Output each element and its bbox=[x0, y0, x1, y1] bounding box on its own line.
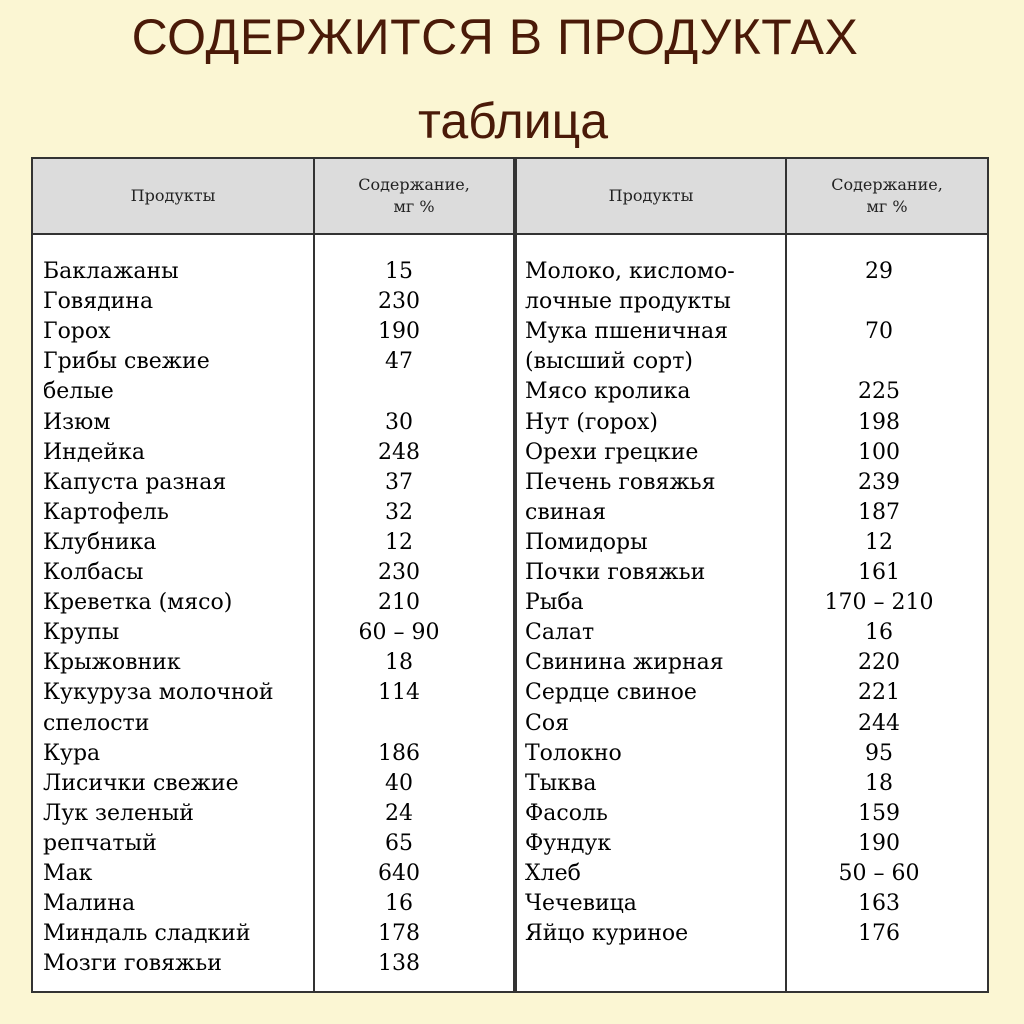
right-product-value: 29 bbox=[865, 259, 893, 284]
left-product-name: Миндаль сладкий bbox=[43, 921, 251, 947]
page-subtitle: таблица bbox=[418, 93, 609, 149]
right-product-value: 50 – 60 bbox=[838, 861, 920, 886]
right-product-value: 12 bbox=[865, 529, 893, 555]
header-content-left bbox=[315, 159, 513, 235]
right-product-name: Мясо кролика bbox=[525, 379, 691, 405]
right-product-name: Яйцо куриное bbox=[525, 921, 689, 947]
right-product-value: 161 bbox=[858, 560, 900, 585]
left-product-value: 16 bbox=[385, 891, 413, 917]
left-product-value: 178 bbox=[378, 921, 420, 947]
left-product-name: Индейка bbox=[43, 439, 145, 465]
header-products-left-label: Продукты bbox=[130, 186, 216, 205]
header-content-left-line2: мг % bbox=[393, 197, 435, 216]
page-title: СОДЕРЖИТСЯ В ПРОДУКТАХ bbox=[131, 9, 859, 65]
left-product-name: Кукуруза молочной bbox=[43, 680, 274, 706]
right-product-name: лочные продукты bbox=[525, 289, 731, 315]
left-product-name: Мозги говяжьи bbox=[43, 951, 222, 977]
right-product-name: Рыба bbox=[525, 590, 584, 616]
left-product-name: Говядина bbox=[43, 289, 154, 315]
header-products-right-label: Продукты bbox=[608, 186, 694, 205]
left-product-name: Колбасы bbox=[43, 560, 144, 585]
nutrient-table bbox=[31, 157, 989, 993]
right-product-value: 18 bbox=[865, 770, 893, 796]
header-content-right bbox=[787, 159, 987, 235]
left-product-value: 12 bbox=[385, 529, 413, 555]
left-product-value bbox=[329, 709, 469, 739]
left-product-value: 640 bbox=[378, 861, 420, 886]
left-product-value: 15 bbox=[385, 259, 413, 284]
left-product-value: 186 bbox=[378, 740, 420, 766]
right-product-name: Фасоль bbox=[525, 800, 608, 826]
header-content-right-line2: мг % bbox=[866, 197, 908, 216]
right-product-value: 225 bbox=[858, 379, 900, 405]
left-product-name: спелости bbox=[43, 710, 150, 736]
right-product-name: Толокно bbox=[525, 740, 622, 766]
right-product-name: Помидоры bbox=[525, 529, 648, 555]
left-product-value: 47 bbox=[385, 349, 413, 375]
right-product-name: Почки говяжьи bbox=[525, 560, 706, 585]
right-product-value: 239 bbox=[858, 469, 900, 495]
left-product-value: 32 bbox=[385, 499, 413, 525]
left-product-name: белые bbox=[43, 379, 114, 405]
right-product-name: Хлеб bbox=[525, 861, 581, 886]
left-product-value: 248 bbox=[378, 439, 420, 465]
header-products-right bbox=[517, 159, 785, 235]
left-product-name: Изюм bbox=[43, 409, 111, 435]
left-product-value bbox=[329, 377, 469, 407]
left-product-name: Креветка (мясо) bbox=[43, 590, 233, 616]
right-product-name: Фундук bbox=[525, 830, 612, 856]
right-product-value: 70 bbox=[865, 319, 893, 345]
left-product-value: 30 bbox=[385, 409, 413, 435]
left-product-name: Клубника bbox=[43, 529, 157, 555]
left-product-name: Картофель bbox=[43, 499, 169, 525]
right-product-value: 95 bbox=[865, 740, 893, 766]
left-product-value: 60 – 90 bbox=[358, 620, 440, 646]
right-product-value: 16 bbox=[865, 620, 893, 646]
right-product-value: 198 bbox=[858, 409, 900, 435]
column-divider bbox=[313, 159, 315, 991]
right-product-value: 187 bbox=[858, 499, 900, 525]
left-product-value: 230 bbox=[378, 289, 420, 315]
right-product-value: 170 – 210 bbox=[824, 590, 934, 616]
right-product-value: 176 bbox=[858, 921, 900, 947]
right-product-value bbox=[809, 347, 949, 377]
left-product-name: репчатый bbox=[43, 830, 157, 856]
right-product-value: 244 bbox=[858, 710, 900, 736]
left-product-value: 65 bbox=[385, 830, 413, 856]
right-product-value: 163 bbox=[858, 891, 900, 917]
column-divider-double bbox=[513, 159, 517, 991]
left-product-value: 190 bbox=[378, 319, 420, 345]
left-product-name: Крупы bbox=[43, 620, 120, 646]
left-product-value: 18 bbox=[385, 650, 413, 676]
left-product-value: 24 bbox=[385, 800, 413, 826]
right-product-value: 100 bbox=[858, 439, 900, 465]
left-product-name: Крыжовник bbox=[43, 650, 181, 676]
left-product-name: Кура bbox=[43, 740, 101, 766]
header-content-right-line1: Содержание, bbox=[831, 175, 943, 194]
left-product-value: 230 bbox=[378, 560, 420, 585]
right-product-name: свиная bbox=[525, 499, 607, 525]
right-product-name: Молоко, кисломо- bbox=[525, 259, 735, 284]
left-product-value: 138 bbox=[378, 951, 420, 977]
left-product-name: Капуста разная bbox=[43, 469, 227, 495]
header-content-left-line1: Содержание, bbox=[358, 175, 470, 194]
right-product-name: Печень говяжья bbox=[525, 469, 716, 495]
left-product-name: Малина bbox=[43, 891, 136, 917]
right-product-name: Салат bbox=[525, 620, 595, 646]
right-product-name: Сердце свиное bbox=[525, 680, 697, 706]
right-product-name: (высший сорт) bbox=[525, 349, 693, 375]
right-product-value: 220 bbox=[858, 650, 900, 676]
right-product-value bbox=[809, 287, 949, 317]
left-product-name: Лук зеленый bbox=[43, 800, 194, 826]
right-product-name: Орехи грецкие bbox=[525, 439, 699, 465]
left-product-name: Горох bbox=[43, 319, 111, 345]
left-product-name: Баклажаны bbox=[43, 259, 179, 284]
right-product-name: Чечевица bbox=[525, 891, 637, 917]
column-divider bbox=[785, 159, 787, 991]
left-product-value: 210 bbox=[378, 590, 420, 616]
right-product-value: 190 bbox=[858, 830, 900, 856]
right-product-name: Свинина жирная bbox=[525, 650, 724, 676]
right-product-name: Соя bbox=[525, 710, 569, 736]
left-product-name: Мак bbox=[43, 861, 93, 886]
right-product-value: 221 bbox=[858, 680, 900, 706]
left-product-name: Грибы свежие bbox=[43, 349, 210, 375]
left-product-value: 114 bbox=[378, 680, 420, 706]
left-product-name: Лисички свежие bbox=[43, 770, 239, 796]
right-product-name: Нут (горох) bbox=[525, 409, 658, 435]
left-product-value: 37 bbox=[385, 469, 413, 495]
left-product-value: 40 bbox=[385, 770, 413, 796]
right-product-name: Тыква bbox=[525, 770, 597, 796]
header-products-left bbox=[33, 159, 313, 235]
right-product-name: Мука пшеничная bbox=[525, 319, 728, 345]
right-product-value: 159 bbox=[858, 800, 900, 826]
